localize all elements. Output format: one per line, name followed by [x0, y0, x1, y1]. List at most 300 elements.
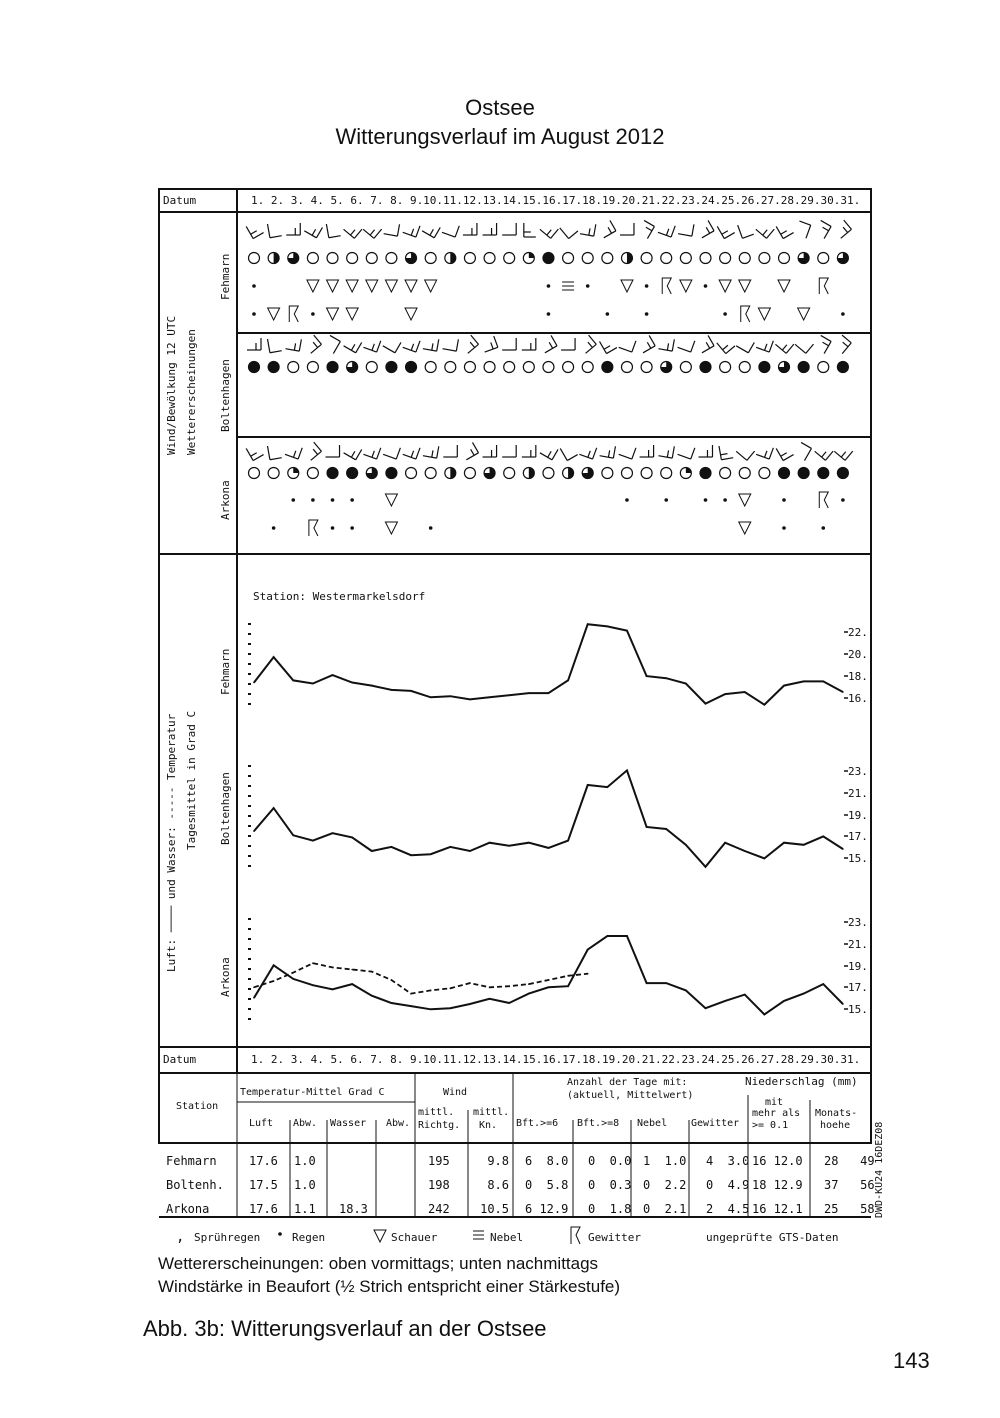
rain-icon: [272, 526, 276, 530]
data-point: [292, 680, 294, 682]
data-point: [351, 983, 353, 985]
th-niederschlag: Niederschlag (mm): [745, 1075, 858, 1088]
rain-icon: [723, 312, 727, 316]
wind-barb-icon: [658, 444, 674, 458]
th-richt-1: mittl.: [418, 1107, 455, 1118]
cloud-cover-icon: [366, 468, 377, 479]
cell-nebel: 0 2.2: [643, 1178, 687, 1192]
datum-label: Datum: [163, 194, 197, 207]
data-point: [351, 969, 353, 971]
wind-barb-icon: [834, 442, 852, 460]
data-point: [253, 987, 255, 989]
rain-icon: [645, 312, 649, 316]
data-point: [685, 683, 687, 685]
data-point: [842, 848, 844, 850]
series-line-luft: [254, 770, 843, 866]
data-point: [842, 1003, 844, 1005]
data-point: [528, 983, 530, 985]
rain-icon: [841, 312, 845, 316]
cell-bft6: 6 8.0: [525, 1154, 569, 1168]
cloud-cover-icon: [739, 253, 750, 264]
data-point: [626, 770, 628, 772]
wind-barb-icon: [403, 443, 420, 459]
shower-icon: [425, 280, 437, 292]
cloud-cover-icon: [739, 468, 750, 479]
data-point: [489, 842, 491, 844]
cell-station: Arkona: [166, 1202, 210, 1216]
table-header: [176, 1075, 858, 1131]
data-point: [508, 985, 510, 987]
wind-barb-icon: [678, 443, 695, 459]
wind-barb-icon: [481, 336, 498, 352]
wind-barb-icon: [776, 442, 793, 460]
cloud-cover-icon: [268, 468, 279, 479]
wind-barb-icon: [776, 220, 793, 238]
wind-barb-icon: [483, 445, 497, 457]
shower-icon: [374, 1230, 386, 1242]
thunderstorm-icon: [819, 278, 828, 294]
data-point: [430, 853, 432, 855]
tick-label: 16.: [848, 692, 868, 705]
rain-icon: [331, 498, 335, 502]
cell-bft6: 0 5.8: [525, 1178, 569, 1192]
data-point: [371, 850, 373, 852]
wind-barb-icon: [304, 220, 322, 237]
cloud-cover-icon: [798, 253, 809, 264]
data-point: [744, 994, 746, 996]
data-point: [391, 846, 393, 848]
data-point: [508, 1002, 510, 1004]
shower-icon: [798, 308, 810, 320]
cell-luft: 17.6: [249, 1202, 278, 1216]
data-point: [724, 1000, 726, 1002]
wind-barb-icon: [443, 337, 459, 351]
th-wasser: Wasser: [330, 1118, 367, 1129]
data-point: [489, 987, 491, 989]
wind-barb-icon: [561, 338, 575, 350]
cloud-cover-icon: [484, 362, 495, 373]
wind-barb-icon: [815, 442, 833, 460]
shower-icon: [739, 280, 751, 292]
wind-barb-icon: [522, 445, 536, 457]
cloud-cover-icon: [621, 468, 632, 479]
cloud-cover-icon: [288, 468, 299, 479]
label-station-top-arkona: Arkona: [219, 480, 232, 520]
tick-label: 22.: [848, 626, 868, 639]
data-point: [312, 683, 314, 685]
rain-icon: [782, 526, 786, 530]
wind-barb-icon: [579, 443, 596, 459]
data-point: [822, 836, 824, 838]
data-point: [665, 828, 667, 830]
rain-icon: [331, 526, 335, 530]
thunderstorm-icon: [289, 306, 298, 322]
cloud-cover-icon: [268, 362, 279, 373]
wind-barb-icon: [502, 338, 516, 350]
days-footer: 1. 2. 3. 4. 5. 6. 7. 8. 9.10.11.12.13.14.15.16.17.18.19.20.21.22.23.24.25.26.27.28.29.30.31.: [251, 1053, 861, 1066]
data-point: [312, 984, 314, 986]
th-wind: Wind: [443, 1087, 468, 1098]
th-mit-2: mehr als: [752, 1108, 801, 1119]
cell-richt: 242: [428, 1202, 450, 1216]
cloud-cover-icon: [837, 468, 848, 479]
cloud-cover-icon: [307, 253, 318, 264]
drizzle-icon: ,: [176, 1229, 185, 1245]
wind-barb-icon: [756, 336, 773, 352]
data-point: [822, 983, 824, 985]
data-point: [567, 985, 569, 987]
cloud-cover-icon: [582, 468, 593, 479]
cloud-cover-icon: [504, 362, 515, 373]
cloud-cover-icon: [837, 253, 848, 264]
cell-bft8: 0 0.0: [588, 1154, 632, 1168]
data-point: [822, 681, 824, 683]
cell-station: Fehmarn: [166, 1154, 217, 1168]
fog-icon: [562, 282, 574, 290]
cloud-cover-icon: [680, 253, 691, 264]
cell-richt: 195: [428, 1154, 450, 1168]
cloud-cover-icon: [327, 253, 338, 264]
wind-barb-icon: [560, 220, 578, 238]
cloud-cover-icon: [464, 468, 475, 479]
data-point: [803, 681, 805, 683]
wind-barb-icon: [524, 223, 536, 237]
data-point: [351, 837, 353, 839]
cloud-cover-icon: [582, 362, 593, 373]
shower-icon: [719, 280, 731, 292]
thunderstorm-icon: [741, 306, 750, 322]
cell-bft8: 0 0.3: [588, 1178, 632, 1192]
data-point: [803, 993, 805, 995]
wind-barb-icon: [598, 220, 616, 237]
cell-richt: 198: [428, 1178, 450, 1192]
shower-icon: [385, 494, 397, 506]
th-temperatur: Temperatur-Mittel Grad C: [240, 1087, 385, 1098]
wind-barb-icon: [833, 220, 851, 238]
wind-barb-icon: [267, 222, 281, 238]
shower-icon: [405, 308, 417, 320]
wind-barb-icon: [422, 220, 440, 237]
wind-barb-icon: [383, 335, 401, 352]
cloud-cover-icon: [464, 253, 475, 264]
cloud-cover-icon: [621, 362, 632, 373]
rain-icon: [252, 312, 256, 316]
data-point: [371, 971, 373, 973]
th-monat-2: hoehe: [820, 1120, 851, 1131]
data-point: [391, 1002, 393, 1004]
data-point: [508, 694, 510, 696]
data-point: [665, 677, 667, 679]
th-kn-1: mittl.: [473, 1107, 510, 1118]
th-monat-1: Monats-: [815, 1108, 858, 1119]
wind-barb-icon: [247, 338, 261, 350]
cloud-cover-icon: [759, 362, 770, 373]
rain-icon: [252, 284, 256, 288]
cloud-cover-icon: [818, 253, 829, 264]
wind-barb-icon: [619, 336, 636, 352]
tick-label: 21.: [848, 938, 868, 951]
cloud-cover-icon: [641, 468, 652, 479]
data-point: [371, 685, 373, 687]
data-point: [548, 847, 550, 849]
cloud-cover-icon: [366, 253, 377, 264]
cloud-cover-icon: [621, 253, 632, 264]
cloud-cover-icon: [602, 468, 613, 479]
rain-icon: [278, 1232, 282, 1236]
data-point: [724, 842, 726, 844]
tick-label: 17.: [848, 981, 868, 994]
tick-label: 15.: [848, 1003, 868, 1016]
data-point: [273, 980, 275, 982]
tick-label: 23.: [848, 765, 868, 778]
rain-icon: [704, 498, 708, 502]
data-point: [469, 982, 471, 984]
cell-luft: 17.6: [249, 1154, 278, 1168]
cloud-cover-icon: [504, 468, 515, 479]
cloud-cover-icon: [818, 362, 829, 373]
data-point: [292, 972, 294, 974]
shower-icon: [268, 308, 280, 320]
cloud-cover-icon: [837, 362, 848, 373]
wind-barb-icon: [719, 444, 733, 460]
data-point: [528, 842, 530, 844]
cell-kn: 10.5: [480, 1202, 509, 1216]
data-point: [803, 844, 805, 846]
data-point: [646, 675, 648, 677]
th-mit-3: >= 0.1: [752, 1120, 789, 1131]
shower-icon: [307, 280, 319, 292]
shower-icon: [385, 522, 397, 534]
data-point: [332, 674, 334, 676]
cell-nebel: 1 1.0: [643, 1154, 687, 1168]
wind-barb-icon: [560, 442, 577, 460]
data-point: [646, 826, 648, 828]
cloud-cover-icon: [504, 253, 515, 264]
wind-barb-icon: [442, 221, 459, 237]
cell-abw: 1.0: [294, 1154, 316, 1168]
wind-barb-icon: [363, 336, 380, 352]
data-point: [391, 979, 393, 981]
label-wind-bewoelkung: Wind/Bewölkung 12 UTC: [165, 315, 178, 455]
shower-icon: [405, 280, 417, 292]
thunderstorm-icon: [309, 520, 318, 536]
data-point: [469, 699, 471, 701]
cell-station: Boltenh.: [166, 1178, 224, 1192]
data-point: [607, 935, 609, 937]
cloud-cover-icon: [563, 468, 574, 479]
wind-barb-icon: [640, 445, 654, 457]
cloud-cover-icon: [307, 468, 318, 479]
th-abw: Abw.: [293, 1118, 318, 1129]
cloud-cover-icon: [582, 253, 593, 264]
cloud-cover-icon: [347, 468, 358, 479]
data-point: [783, 1000, 785, 1002]
cell-mit: 18 12.9: [752, 1178, 803, 1192]
wind-barb-icon: [756, 443, 773, 459]
thunderstorm-icon: [662, 278, 671, 294]
data-point: [705, 866, 707, 868]
wind-barb-icon: [619, 443, 636, 459]
data-point: [508, 845, 510, 847]
table-row: [166, 1154, 875, 1168]
cloud-cover-icon: [268, 253, 279, 264]
data-point: [626, 935, 628, 937]
rain-icon: [586, 284, 590, 288]
cell-bft8: 0 1.8: [588, 1202, 632, 1216]
cloud-cover-icon: [543, 362, 554, 373]
datum-label-bottom: Datum: [163, 1053, 197, 1066]
cell-mit: 16 12.1: [752, 1202, 803, 1216]
wind-barb-icon: [696, 335, 714, 352]
data-point: [430, 1009, 432, 1011]
data-point: [587, 973, 589, 975]
shower-icon: [385, 280, 397, 292]
data-point: [607, 786, 609, 788]
data-point: [685, 844, 687, 846]
wind-barb-icon: [578, 335, 596, 353]
wind-barb-icon: [303, 335, 321, 353]
cloud-cover-icon: [759, 253, 770, 264]
cloud-cover-icon: [641, 362, 652, 373]
data-point: [450, 695, 452, 697]
label-luft-wasser: Luft: ──── und Wasser: ----- Temperatur: [165, 713, 178, 972]
data-point: [744, 850, 746, 852]
cloud-cover-icon: [661, 468, 672, 479]
wind-barb-icon: [344, 220, 362, 238]
wind-barb-icon: [403, 221, 420, 237]
cloud-cover-icon: [602, 253, 613, 264]
shower-icon: [739, 494, 751, 506]
cloud-cover-icon: [680, 362, 691, 373]
shower-icon: [327, 308, 339, 320]
shower-icon: [327, 280, 339, 292]
shower-icon: [366, 280, 378, 292]
data-point: [705, 1007, 707, 1009]
wind-barb-icon: [363, 220, 381, 238]
wind-barb-icon: [483, 223, 497, 235]
cloud-cover-icon: [347, 253, 358, 264]
data-point: [410, 1005, 412, 1007]
data-point: [450, 846, 452, 848]
note-wettererscheinungen: Wettererscheinungen: oben vormittags; unten nachmittags: [158, 1254, 599, 1273]
wind-barb-icon: [423, 337, 439, 351]
cloud-cover-icon: [484, 468, 495, 479]
wind-barb-icon: [580, 222, 596, 236]
rain-icon: [723, 498, 727, 502]
th-abw2: Abw.: [386, 1118, 411, 1129]
legend-nebel: Nebel: [490, 1231, 524, 1244]
cloud-cover-icon: [288, 253, 299, 264]
tick-label: 17.: [848, 830, 868, 843]
station-caption: Station: Westermarkelsdorf: [253, 590, 426, 603]
rain-icon: [625, 498, 629, 502]
data-point: [410, 690, 412, 692]
th-richt-2: Richtg.: [418, 1120, 461, 1131]
data-point: [567, 840, 569, 842]
wind-barb-icon: [600, 335, 617, 353]
th-station: Station: [176, 1101, 219, 1112]
cloud-cover-icon: [720, 362, 731, 373]
wind-barb-icon: [403, 336, 420, 352]
th-luft: Luft: [249, 1118, 274, 1129]
cell-monat: 37 56: [824, 1178, 875, 1192]
cloud-cover-icon: [249, 253, 260, 264]
cloud-cover-icon: [425, 362, 436, 373]
data-point: [783, 685, 785, 687]
cloud-cover-icon: [700, 253, 711, 264]
data-point: [312, 840, 314, 842]
cell-mit: 16 12.0: [752, 1154, 803, 1168]
cloud-cover-icon: [661, 362, 672, 373]
shower-icon: [346, 280, 358, 292]
legend: [176, 1227, 838, 1245]
thunderstorm-icon: [571, 1227, 580, 1244]
wind-barb-icon: [246, 220, 263, 238]
data-point: [450, 1007, 452, 1009]
cloud-cover-icon: [425, 253, 436, 264]
data-point: [548, 979, 550, 981]
legend-gewitter: Gewitter: [588, 1231, 641, 1244]
rain-icon: [821, 526, 825, 530]
data-point: [253, 682, 255, 684]
cloud-cover-icon: [759, 468, 770, 479]
wind-barb-icon: [344, 335, 362, 352]
cloud-cover-icon: [386, 468, 397, 479]
rain-icon: [311, 498, 315, 502]
cloud-cover-icon: [307, 362, 318, 373]
data-point: [391, 689, 393, 691]
rain-icon: [350, 526, 354, 530]
data-point: [312, 962, 314, 964]
wind-barb-icon: [775, 335, 793, 353]
data-point: [842, 691, 844, 693]
cloud-cover-icon: [484, 253, 495, 264]
wind-barb-icon: [540, 442, 558, 459]
wind-barb-icon: [267, 337, 281, 353]
data-point: [548, 987, 550, 989]
wind-barb-icon: [600, 444, 616, 458]
cloud-cover-icon: [779, 362, 790, 373]
rain-icon: [311, 312, 315, 316]
data-point: [764, 704, 766, 706]
legend-spruehregen: Sprühregen: [194, 1231, 261, 1244]
cloud-cover-icon: [445, 468, 456, 479]
tick-label: 15.: [848, 852, 868, 865]
wind-barb-icon: [736, 335, 754, 352]
thunderstorm-icon: [819, 492, 828, 508]
wind-barb-icon: [678, 222, 694, 236]
th-tage-2: (aktuell, Mittelwert): [567, 1090, 694, 1101]
data-point: [528, 993, 530, 995]
cloud-cover-icon: [720, 253, 731, 264]
wind-barb-icon: [814, 335, 831, 353]
cloud-cover-icon: [798, 362, 809, 373]
table-body: [166, 1154, 875, 1216]
weather-symbols: [246, 220, 853, 536]
wind-barb-icon: [814, 220, 831, 238]
cloud-cover-icon: [563, 362, 574, 373]
cloud-cover-icon: [523, 362, 534, 373]
data-point: [567, 680, 569, 682]
data-point: [410, 993, 412, 995]
data-point: [783, 842, 785, 844]
tick-label: 18.: [848, 670, 868, 683]
cell-monat: 25 58: [824, 1202, 875, 1216]
wind-barb-icon: [738, 221, 754, 238]
title-line-2: Witterungsverlauf im August 2012: [335, 124, 665, 149]
data-point: [528, 692, 530, 694]
label-wettererscheinungen: Wettererscheinungen: [185, 329, 198, 455]
